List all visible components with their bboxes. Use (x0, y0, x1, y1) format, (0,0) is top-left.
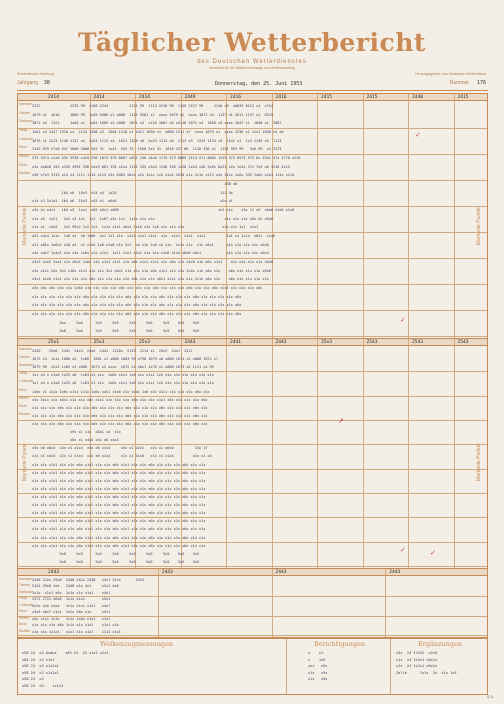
data-block-1 (17, 93, 488, 339)
station-header-bar (18, 569, 487, 576)
row-label: Wolken (19, 628, 31, 633)
data-line: x1x x1x x1x x1x x1x x1x x6x x1x x1x x1x x1x x6x x1x x1x x1x x6x x1x x1x x1x x6x x1x x1x x1x x1x x6x (32, 303, 242, 308)
station-number: 2543 (457, 340, 469, 345)
red-check-mark: ✓ (400, 316, 406, 324)
data-line: 1x6x x1 1x1x 1x6x x1x1 1x1x 1x6x x4x1 x1x6 x1x x1x1 1x6 x1x x1x1 x1x x1x x1x x6x x1x (32, 389, 210, 394)
data-line: 1x1x x1x1 x6x 1x1x x1x x1x1 x4x1 (32, 590, 111, 595)
year-value: 38 (43, 80, 50, 86)
data-line: x1x x1 x4x5 x2x x1 x1x4 x1x x6 x1x4 x1x x1 x1x6 x1x x1 x1x4 x1x x1 x4 (32, 454, 212, 459)
station-number: 2443 (48, 570, 60, 575)
bottom-panel (17, 638, 488, 695)
right-meta: Herausgegeben vom Deutschen Wetterdienst (415, 72, 486, 76)
year-field (17, 80, 50, 86)
row-label: Wind (19, 145, 27, 150)
row-label: Wetter (19, 615, 29, 620)
row-label: Ostsee (19, 583, 30, 588)
data-line: 375 3474 x1x6 535 5538 x4x9 536 1813 575 6667 x811 156 x4x0 1715 573 6669 1114 571 8662 1519 573 6575 573 6x 3341 574 5778 x216 (32, 156, 301, 160)
bottom-line: x84 24 x3 x1x1 (22, 657, 66, 662)
bottom-line: Zelle 1x1x 2x x1x 1x5 (396, 670, 457, 675)
data-block-3 (17, 568, 488, 638)
data-line: x3x 4x8x8 345 x155 4991 336 x4x9 661 333 x2x4 1131 233 x3x4 1136 336 1x28 1x44 x46 3x5x 0x21 x2x 1x3x 37x 7x5 x6 1216 4x13 (32, 164, 290, 169)
bottom-line: x1x x5x (308, 670, 328, 675)
data-line: x1x x1x x1x x6x 1x1x x1x x1x1 x1x1 x1x (32, 623, 119, 628)
data-line: x6x x1x1 1x1x 1x1x 1x6x x1x1 x1x1 (32, 616, 111, 621)
data-line: 1675 x3 1x1x 1680 x5 1x66 1681 x1 x000 1683 99 x798 1679 x6 x000 1674 x3 x000 1672 x7 (32, 357, 218, 362)
row-label: Wetter (19, 154, 29, 158)
station-number: 2443 (161, 570, 173, 575)
data-line: x3x1 x1x6 x1x1 x1x x1x x1x x6x x1x x1x x1x x1x x6x x1x x1x x6x1 x1x1 x1x x1x 2x1x x6x x1x x6x x1x x1x x1x x1x (32, 277, 269, 282)
data-line: x1x x1x x1x1 x1x x1x x6x x1x1 x1x x1x x6x x1x1 x1x x1x x6x x1x x1x x1x x6x x1x x1x (32, 478, 206, 483)
data-line: x1x x1x x1x x6x x1x x1x x1x x6x x1x x1x x1x x6x x1x x1x x1x x6x x1x x1x x1x x6x x1x (32, 405, 208, 410)
data-line: x1x x1x x1x x6x x1x x1x x1x x6x x1x x1x x1x x6x x1x x1x x1x x6x x1x x1x x1x x6x x1x (32, 422, 208, 426)
data-line: x38 x8 (32, 182, 238, 186)
row-label: Sicht (19, 622, 27, 627)
row-label: Luftdruck (19, 602, 33, 607)
station-number: 2414 (139, 95, 151, 100)
row-label: Wind (19, 387, 27, 392)
station-number: 2443 (275, 570, 287, 575)
row-label: Nordsee (19, 577, 32, 581)
station-header-bar (18, 94, 487, 101)
data-line: x1x x1x x1x1 x1x x1x x6x x1x1 x1x x1x x6x x1x1 x1x x1x x6x x1x x1x x1x x6x x1x x1x (32, 503, 206, 508)
cloud-drift-title: Wolkenzugmessungen (100, 640, 174, 648)
data-line: x9x x1 x1x x8x1 x4 x1x (32, 430, 193, 435)
data-line: 2433 25x6 2441 24x4 24x6 2441 1116x 2133 2114 x1 25x3 24x1 2411 (32, 349, 193, 353)
data-line: 5x6 5x5 5x5 5x6 5x5 5x6 5x5 5x5 5x5 (32, 551, 199, 556)
data-line: x1x x1x x1x x1x x1x x1x x6x x1x x1x x1x x1x x6x x1x x1x x1x x6x x1x x1x x1x x6x x1x x1x x1x x1x x6x (32, 294, 242, 299)
station-number: 2414 (93, 95, 105, 100)
row-label: Wetter (19, 395, 29, 400)
data-line: 2x2x x4x x4x4 1x1x x1x1 x1x1 x4x7 (32, 603, 111, 608)
data-line: 1x61 x3 1447 1310 xx 2134 1208 x2 1504 1210 x1 x311 1656 x1 x000 1211 x7 xxxx 1679 x1 xxxx 1236 x2 x1x1 1636 x5 x6 (32, 130, 284, 134)
row-label: Ostsee (19, 355, 30, 360)
row-label: Luftdruck (19, 379, 33, 384)
data-line: 1143 929 27x8 947 1600 2600 943 31 1x41 943 33 1558 3x4 31 1616 327 86 1116 336 x1 1121 993 99 3x6 99 x2 2273 (32, 147, 282, 152)
bottom-line: xxx x5x (308, 664, 328, 668)
data-line: x3x5 x6x7 x1x1 1x2x x6x x1x x5x1 (32, 610, 111, 615)
corrections-title: Berichtigungen (314, 640, 366, 648)
section-side-label: Markante Punkte (476, 207, 482, 246)
station-number: 25x1 (93, 340, 105, 345)
data-line: x1x x1x x1x1 x1x x1x x6x x1x1 x1x x1x x6x x1x1 x1x x1x x6x x1x x1x x1x x6x x1x x1x (32, 511, 206, 516)
station-number: 2443 (184, 340, 196, 345)
station-number: 2414 (48, 95, 60, 100)
station-number: 25x3 (321, 340, 333, 345)
data-line: 1679 x1 x616 1685 99 1x45 0486 x1 x000 1131 3581 x1 xxxx 1679 x2 xxxx 1671 x4 1137 x1 4511 1137 x1 0215 (32, 112, 273, 117)
red-annotation: ↗ (338, 417, 344, 425)
data-line: x4x x4x7 1x4x5 x1x x4x 1x6x x1x x1x1 1x11 x1x1 x1x1 x1x x1x x1x6 x1x4 x6x6 x6x1 x1x x1x x1x x1x x6x4 (32, 251, 269, 256)
row-label: Wind (19, 609, 27, 614)
section-side-label: Markante Punkte (476, 443, 482, 481)
data-line: x6x x1 x4x4 x4x x6 x4x4 (32, 438, 166, 443)
station-number: 2416 (275, 95, 287, 100)
row-label: Sicht (19, 403, 27, 408)
station-header-bar (18, 339, 487, 346)
data-line: 5x6 5x6 5x5 5x5 5x5 5x6 5x5 5x5 5x5 (32, 329, 199, 334)
red-check-mark: ✓ (400, 546, 406, 554)
page-subtitle: des Deutschen Wetterdienstes (197, 59, 307, 65)
station-number: 2415 (321, 95, 333, 100)
data-block-2 (17, 338, 488, 569)
data-line: x1x x5 1x21 2x4 x3 1x1 1x1 1x67 x4x 1x1 1x1x x1x x1x x1x x1x x1x x5x 4x x6x6 (32, 216, 273, 221)
row-label: Nordsee (19, 347, 32, 351)
year-label: Jahrgang (17, 80, 38, 86)
data-line: x1x x1x x1x1 x1x x1x x6x x1x1 x1x x1x x6x x1x1 x1x x1x x6x x1x x1x x1x x6x x1x x1x (32, 527, 206, 532)
bottom-line: x1x 24 1x2x1 x6x1x (396, 664, 438, 668)
row-label: Stationen (19, 119, 34, 124)
data-line: x3x x6x x6x x4x x1x 1x6x x1x x1x x1x x1x x6x x1x x1x x1x x6x x1x x1x x1x x6x x1x x1x x6x x1x1 x1x x1x x1x x6x (32, 286, 263, 290)
station-number: 2543 (366, 340, 378, 345)
data-line: 1x1 x4 x x1x6 1x23 x8 1x63 x1 x1x 1x6x x1x1 1x6 x1x x1x1 1x3 x1x x1x x1x x1x x1x x1x (32, 381, 214, 386)
data-line: x1x x1x x1x1 x1x x1x x6x x1x1 x1x x1x x6x x1x1 x1x x1x x6x x1x x1x x1x x6x x1x x1x (32, 462, 206, 467)
issue-date: Donnerstag, den 25. Juni 1953 (215, 81, 303, 87)
row-label: Temp. (19, 371, 29, 376)
station-number: 2415 (366, 95, 378, 100)
data-line: 1676 x1 1213 1148 1131 xx 2x53 1113 x4 1011 1329 x6 2x43 1113 x8 1113 x3 1319 1134 x3 1142 x1 1x3 1136 x5 1113 (32, 138, 282, 143)
data-line: x1x x1 x4x5 2x2 99x2 1x2 1x1 1x1x x1x1 x6x4 1x16 x3x 1x6 x1x x1x x1x x1x x1x 1x1 x1x1 (32, 225, 259, 230)
data-line: 1x1 x4 x x1x6 1x23 x8 1x63 x1 x1x 1x6x x1x1 1x6 x1x x1x1 1x3 x1x x1x x1x x1x x1x x1x (32, 373, 214, 378)
data-line: x3x3 xxx5 2xx1 x1x x6x1 1x6x x4x x1x1 x1x1 x1x x6x x1x1 x1x1 x1x x6x x1x x4x6 x1x x6x x1x1 x1x x1x x1x x1x x6x6 (32, 260, 273, 264)
data-line: 1671 x4 1121 1x04 x1 1x64 1605 x3 x000 1671 x4 x115 1601 x6 x4116 1671 x4 1656 x3 xxxx 1647 x1 1048 x1 1087 (32, 121, 282, 126)
row-label: Temp. (19, 128, 29, 132)
data-line: x21 x81x 1x6x2 x10 x4 x1 x1x5 1x6 x1x6 x1x 3x1 x4 x1x 1x6 x4 x1x 1x1x x1x x1x x6x1 x1x x1x x1x x1x x6x6 (32, 242, 269, 247)
data-line: 164 x6 15x3 x24 x5 1x23 111 4x (32, 190, 233, 195)
row-label: Wolken (19, 411, 31, 416)
row-label: Stationen (19, 589, 34, 594)
data-line: 1679 99 x2x2 1x83 x3 x000 1673 x2 xxxx 1672 x1 x0x1 1x78 x1 x000 1673 x4 1121 x4 99 (32, 365, 214, 370)
number-field (450, 80, 486, 86)
data-line: x1x x1x x1x1 x1x x1x x6x x1x1 x1x x1x x6x x1x1 x1x x1x x6x x1x x1x x1x x6x x1x x1x (32, 486, 206, 491)
page-title: Täglicher Wetterbericht (78, 28, 426, 57)
data-line: 5x6 5x6 5x5 5x5 5x5 5x6 5x5 5x5 5x5 (32, 559, 199, 564)
station-number: 25x1 (48, 340, 60, 345)
data-line: x5x 3x1x x1x x6x1 x1x x1x x6x x1x1 x1x x1x x1x x6x x1x x1x x1x1 x6x x1x x1x x1x x6x (32, 397, 208, 402)
row-label: Nordsee (19, 102, 32, 106)
red-check-mark: ✓ (430, 549, 436, 557)
row-label: Stationen (19, 363, 34, 368)
data-line: x1x x1x x1x1 x1x x1x x6x x1x1 x1x x1x x6x x1x1 x1x x1x x6x x1x x1x x1x x6x x1x x1x (32, 495, 206, 499)
data-line: x1x x1x x1x1 x1x x1x x6x x1x1 x1x x1x x6x x1x1 x1x x1x x6x x1x x1x x1x x6x x1x x1x (32, 543, 206, 548)
bottom-line: x58 24 x3 Asmus x85 24 25 x1x2 x2x1 (22, 651, 109, 655)
station-number: 2415 (457, 95, 469, 100)
station-number: 2443 (275, 340, 287, 345)
data-line: 2448 242x 29x8 2448 242x 2438 24x1 2x1x 2415 (32, 578, 145, 582)
bottom-line: x x1 (308, 651, 324, 655)
row-label: Ostsee (19, 110, 30, 115)
data-line: x3x x1x1 x5x 3x1 x16x x1x1 x1x x1x 3x1 x6x1 x1x x1x x1x x6x x1x1 x1x x1x 2x4x x1x x6x x1x x6x x1x x1x x1x x6x6 (32, 268, 271, 273)
section-side-label: Markante Punkte (22, 443, 28, 481)
row-label: Luftdruck (19, 136, 33, 141)
station-number: 2416 (230, 95, 242, 100)
bottom-line: x 1x5 (308, 657, 326, 662)
data-line: x50 x7x3 3113 x14 x4 1111 1114 x113 x5x 6463 x6x1 x2x 1x1x 1x3 x1x4 1616 x1x 2x1x x113 x4x 3x1x 1x6x 333 1x6x x2x1 111x x114 (32, 173, 295, 178)
station-number: 2441 (230, 340, 242, 345)
number-value: 176 (476, 80, 486, 86)
data-line: x3x 4x x4x1 164 x3 1xx1 x62 x6x1 x666 1x2 x1x x3x 11 x5 x6x6 x1x6 x1x6 (32, 208, 295, 212)
data-line: 2371 2721 x6x6 1x1x x1x1 x5x1 (32, 597, 111, 602)
bottom-line: x58 24 x5 1x1x3 (22, 683, 64, 688)
station-number: 2440 (412, 95, 424, 100)
row-label: Wolken (19, 171, 31, 176)
data-line: x1x x1x x1x x6x x1x x1x x1x x6x x1x x1x x1x x6x x1x x1x x1x x6x x1x x1x x1x x6x x1x (32, 413, 208, 418)
station-number: 2443 (389, 570, 401, 575)
data-line: x1x x1x x1x1 x1x x1x x6x x1x1 x1x x1x x6x x1x1 x1x x1x x6x x1x x1x x1x x6x x1x x1x (32, 470, 206, 475)
issue-header (17, 80, 488, 91)
data-line: x1x x3 1x1x2 164 x6 15x3 x43 x1 x6x6 x2x x1 (32, 199, 233, 204)
row-label: Temp. (19, 596, 29, 601)
footer-code: S.3. (486, 694, 494, 699)
station-number: 2449 (184, 95, 196, 100)
left-meta: Seewetteramt Hamburg (17, 72, 54, 76)
data-line: 2441 29x8 4x4 2448 x1x 4x1 x2x1 4x6 (32, 584, 119, 589)
data-line: 5xx 5x6 5x5 5x5 5x5 5x6 5x5 5x5 5x5 (32, 320, 199, 325)
number-label: Nummer (449, 80, 469, 86)
bottom-line: x58 24 x3 x1x2x1 (22, 664, 59, 668)
bottom-line: x1x x5x (308, 677, 328, 681)
bottom-line: x58 24 x3 x1x2x1 (22, 670, 59, 675)
data-line: x3x x6 x6x4 x3x x1 x1x4 x4x x6 x1x4 x4x x1 x2x1 x1x x1 x6x4 15x 17 (32, 446, 208, 451)
data-line: x1x x1x x1x1 x1x x1x x6x x1x1 x1x x1x x6x x1x1 x1x x1x x6x x1x x1x x1x x6x x1x x1x (32, 535, 206, 540)
row-label: Sicht (19, 162, 27, 167)
data-line: x1x x1x x1x x1x x1x x1x x6x x1x x1x x1x x1x x6x x1x x1x x1x x6x x1x x1x x1x x6x x1x x1x x1x x1x x6x (32, 312, 242, 316)
data-line: x1x x1x 1x1x1 x1x1 x1x x1x1 1111 x1x1 (32, 629, 121, 634)
station-number: 2543 (412, 340, 424, 345)
bottom-line: x3x 24 17x52 x2x5 (396, 651, 438, 655)
additions-title: Ergänzungen (418, 640, 463, 648)
data-line: 2227 2235 99 x158 2244 2121 39 1114 2216 99 1149 2227 99 2116 x0 x6633 0213 x1 x714 (32, 104, 273, 108)
data-line: x1x x1x x1x1 x1x x1x x6x x1x1 x1x x1x x6x x1x1 x1x x1x x6x x1x x1x x1x x6x x1x x1x (32, 519, 206, 524)
bottom-line: x58 24 x3 (22, 677, 44, 681)
section-side-label: Markante Punkte (22, 207, 28, 246)
station-number: 25x3 (139, 340, 151, 345)
page-subtitle-small: Amtsblatt für die Wettervorhersage und Wetterberatung (209, 66, 295, 70)
red-check-mark: ✓ (415, 131, 421, 139)
data-line: x51 x4x4 1x1x 1x6 x4 x6 1x66 2x1 1x1 x1x x1x1 x2x1 x1x1 x1x x1x1 x1x1 x1x1 1x1 x4 1x1x x6x1 x1x6 (32, 234, 276, 238)
bottom-line: x1x 24 1x2x1 x6x1x (396, 657, 438, 662)
